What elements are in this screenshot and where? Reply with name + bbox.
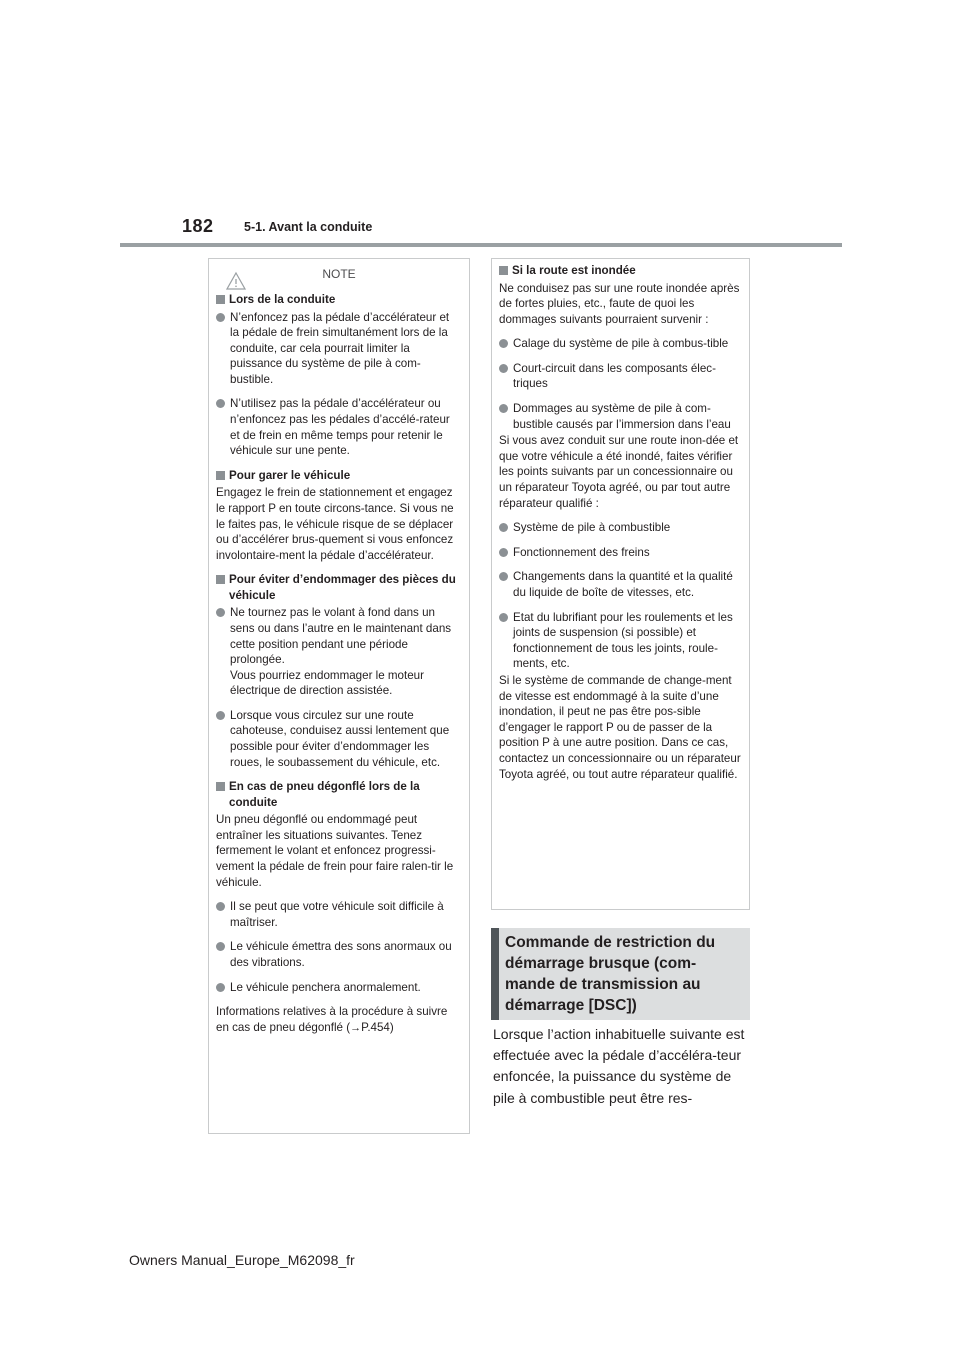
note-header: [209, 267, 469, 281]
list-item: Court-circuit dans les composants élec-triques: [499, 361, 741, 392]
subheading-flooded-road: Si la route est inondée: [499, 263, 741, 279]
heading-accent-bar: [491, 928, 499, 1020]
note-label: NOTE: [322, 267, 356, 281]
list-item: Calage du système de pile à combus-tible: [499, 336, 741, 352]
page-number: 182: [182, 216, 214, 236]
paragraph: Ne conduisez pas sur une route inondée après de fortes pluies, etc., faute de quoi les dommages suivants pourraient survenir :: [499, 281, 740, 326]
list-item: Système de pile à combustible: [499, 520, 741, 536]
paragraph: Engagez le frein de stationnement et engagez le rapport P en toute circons-tance. Si vous ne le faites pas, le véhicule risque de se déplacer ou d’accélérer brus-quement si vous enfoncez involontaire-ment la pédale d’accélérateur.: [216, 486, 454, 562]
subheading-parking: Pour garer le véhicule: [216, 468, 461, 484]
subheading-driving: Lors de la conduite: [216, 292, 461, 308]
note-box-continued: [491, 258, 750, 910]
caution-triangle-icon: [226, 271, 246, 291]
subheading-flat-tire: En cas de pneu dégonflé lors de la conduite: [216, 779, 461, 810]
list-item: Dommages au système de pile à com-bustible causés par l’immersion dans l’eau: [499, 401, 741, 432]
note-box: [208, 258, 470, 1134]
list-item: Fonctionnement des freins: [499, 545, 741, 561]
arrow-icon: →: [350, 1021, 362, 1034]
paragraph: Si vous avez conduit sur une route inon-dée et que votre véhicule a été inondé, faites vérifier les points suivants par un concessionnaire ou un réparateur Toyota agréé, ou par tout autre réparateur qualifié :: [499, 434, 739, 510]
section-heading-box: [491, 928, 750, 1020]
page-header: [120, 212, 842, 246]
list-item: Ne tournez pas le volant à fond dans un sens ou dans l’autre en le maintenant dans cette position pendant une période prolongée. Vous pourriez endommager le moteur électrique de direction assistée.: [216, 605, 461, 699]
list-item: Le véhicule émettra des sons anormaux ou des vibrations.: [216, 939, 461, 970]
paragraph-reference: Informations relatives à la procédure à suivre en cas de pneu dégonflé (→P.454): [216, 1005, 448, 1034]
section-heading: Commande de restriction du démarrage brusque (com-mande de transmission au démarrage [DSC]): [505, 934, 716, 1014]
list-item: Il se peut que votre véhicule soit difficile à maîtriser.: [216, 899, 461, 930]
list-item: Lorsque vous circulez sur une route cahoteuse, conduisez aussi lentement que possible pour éviter d’endommager les roues, le soubassement du véhicule, etc.: [216, 708, 461, 770]
paragraph: Si le système de commande de change-ment de vitesse est endommagé à la suite d’une inondation, il peut ne pas être pos-sible d’engager le rapport P ou de passer de la position P à une autre position. Dans ce cas, contactez un concessionnaire ou un réparateur Toyota agréé, ou tout autre réparateur qualifié.: [499, 673, 741, 781]
body-paragraph: Lorsque l’action inhabituelle suivante est effectuée avec la pédale d’accéléra-teur enfoncée, la puissance du système de pile à combustible peut être res-: [493, 1026, 745, 1106]
list-item: Le véhicule penchera anormalement.: [216, 980, 461, 996]
page-reference-link[interactable]: P.454): [361, 1020, 394, 1034]
footer-text: Owners Manual_Europe_M62098_fr: [129, 1252, 355, 1268]
section-title: 5-1. Avant la conduite: [244, 220, 373, 234]
list-item: Etat du lubrifiant pour les roulements et les joints de suspension (si possible) et fonctionnement de tous les joints, roule-ments, etc.: [499, 610, 741, 672]
paragraph: Un pneu dégonflé ou endommagé peut entraîner les situations suivantes. Tenez fermement le volant et enfoncez progressi-vement la pédale de frein pour faire ralen-tir le véhicule.: [216, 813, 454, 889]
subheading-avoid-damage: Pour éviter d’endommager des pièces du véhicule: [216, 572, 461, 603]
header-rule: [120, 243, 842, 247]
list-item: N’enfoncez pas la pédale d’accélérateur et la pédale de frein simultanément lors de la conduite, car cela pourrait limiter la puissance du système de pile à com-bustible.: [216, 310, 461, 388]
list-item: Changements dans la quantité et la qualité du liquide de boîte de vitesses, etc.: [499, 569, 741, 600]
list-item: N’utilisez pas la pédale d’accélérateur ou n’enfoncez pas les pédales d’accélé-rateur et de frein en même temps pour retenir le véhicule sur une pente.: [216, 396, 461, 458]
